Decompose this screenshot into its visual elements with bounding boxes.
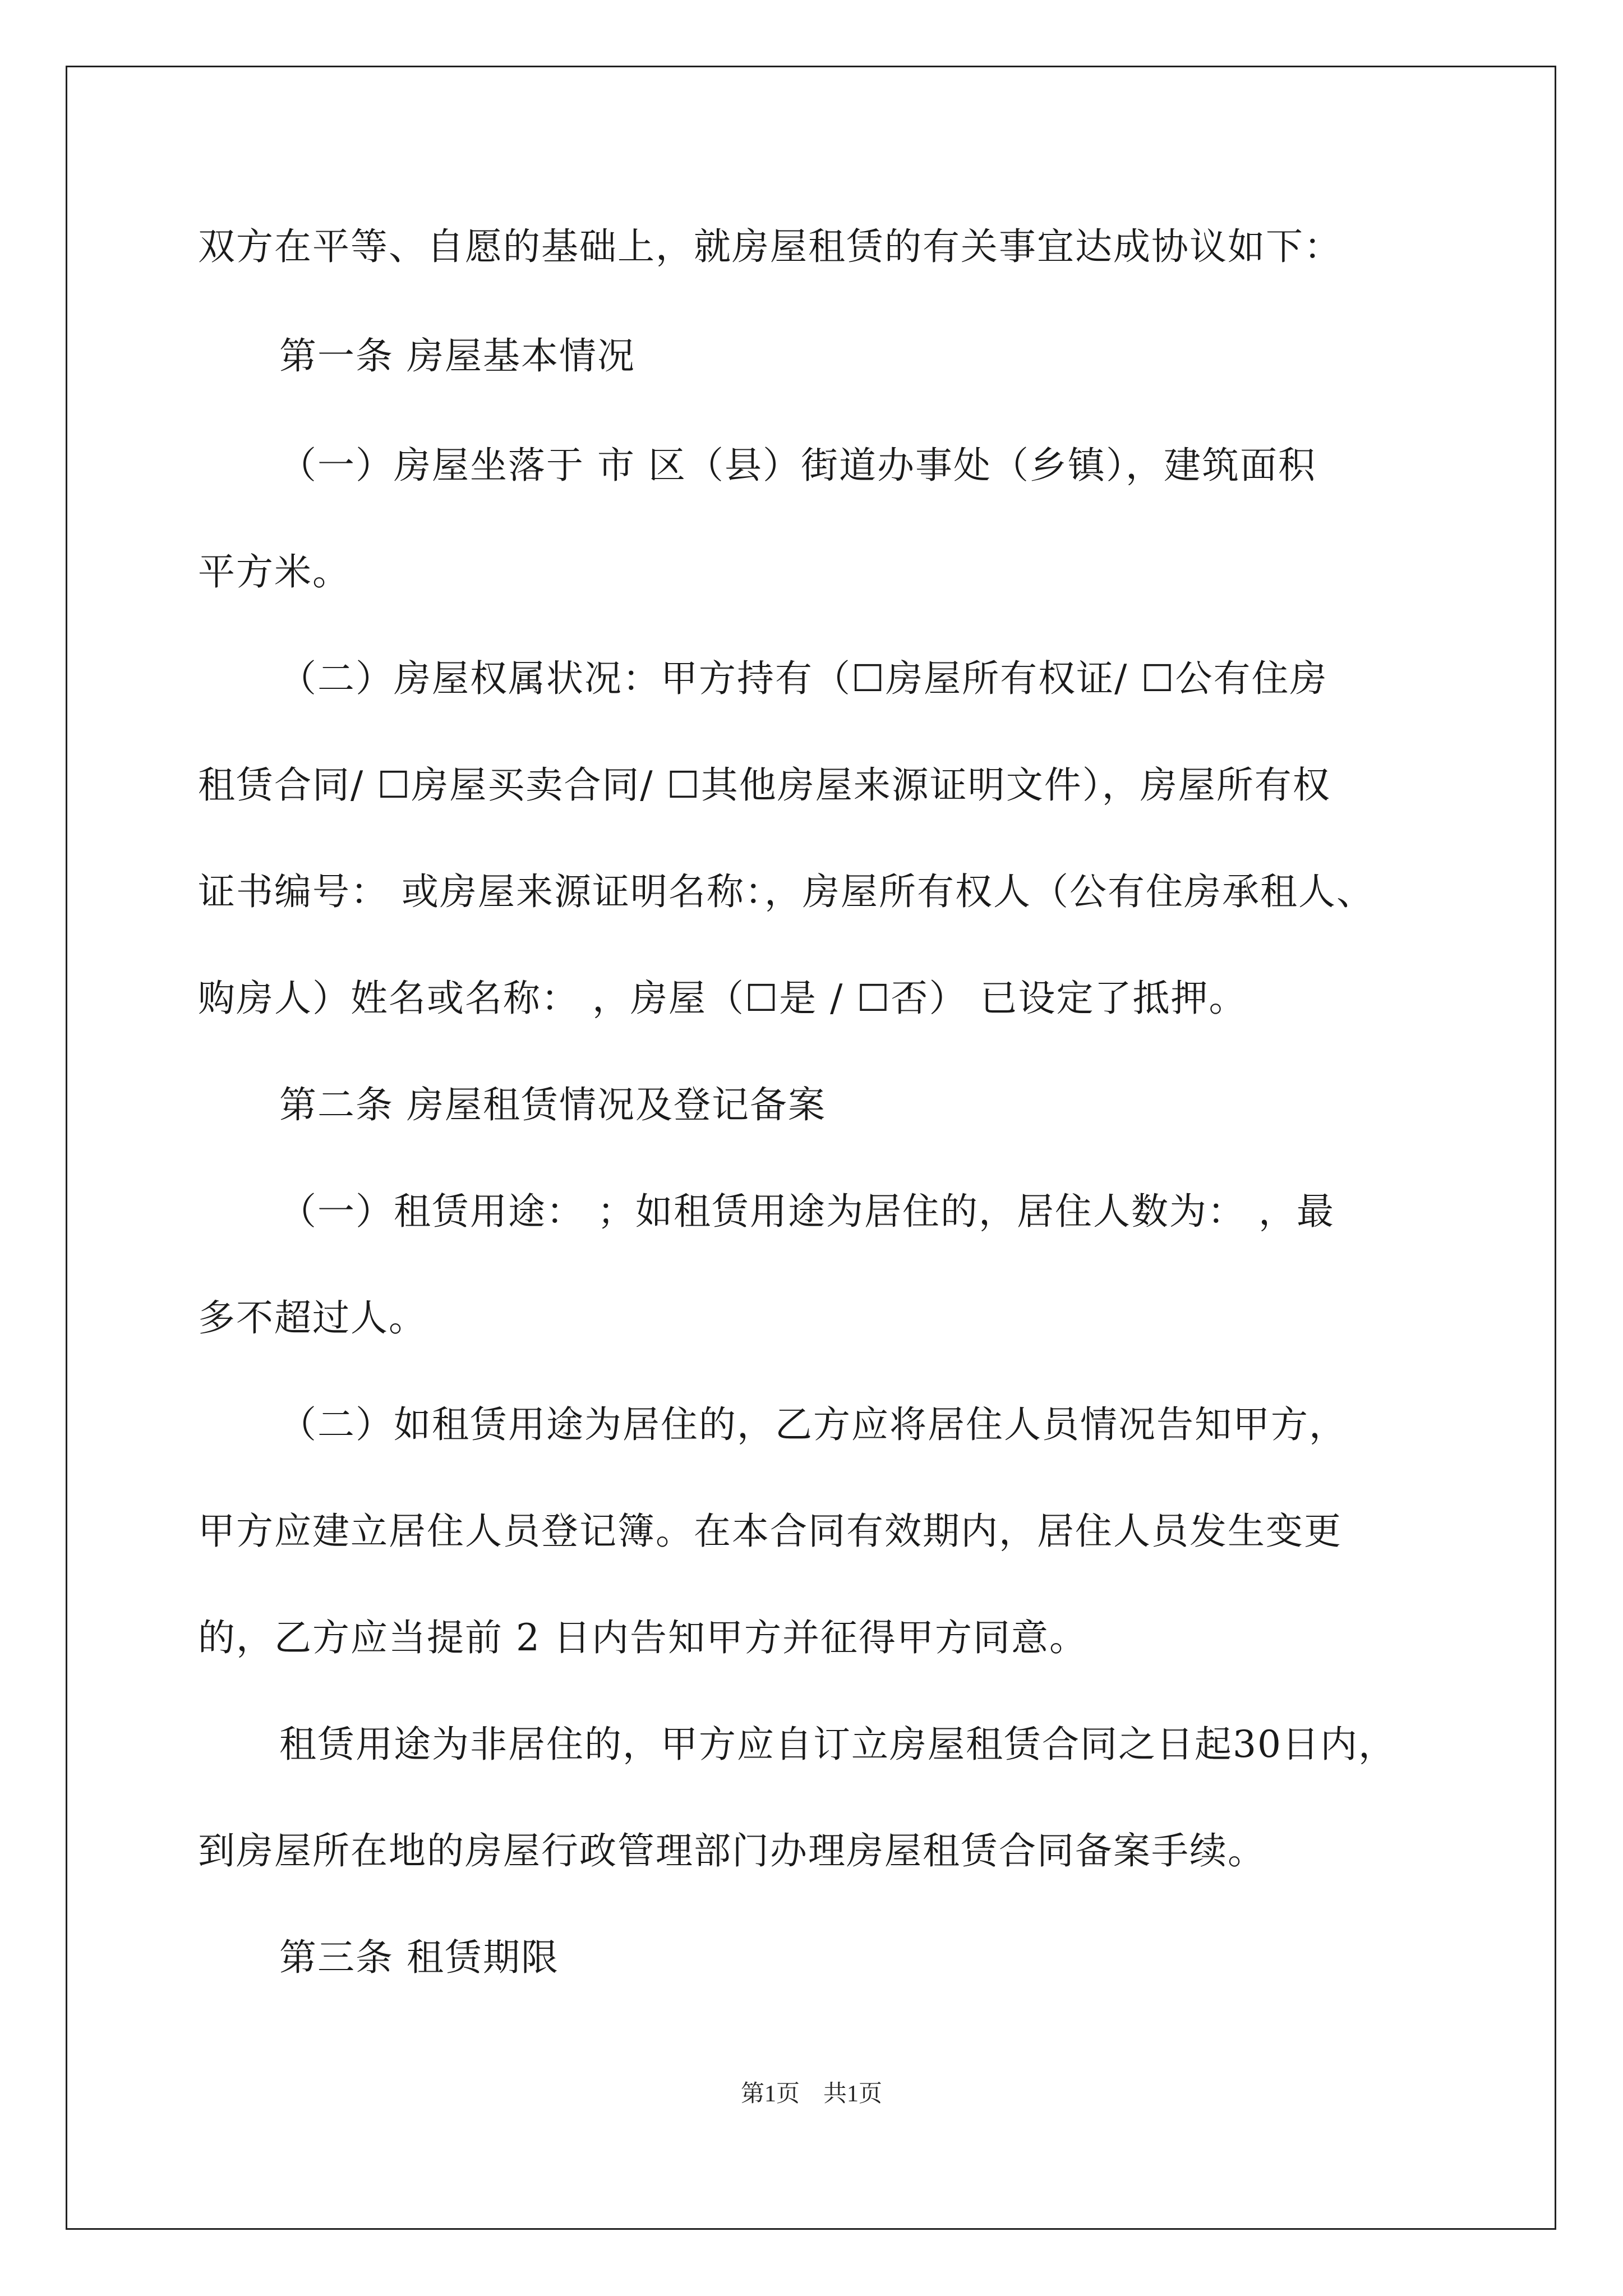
text-line: （一）房屋坐落于 市 区（县）街道办事处（乡镇），建筑面积 (279, 444, 1316, 487)
text-line: 证书编号： 或房屋来源证明名称：，房屋所有权人（公有住房承租人、 (198, 870, 1375, 913)
text-line: 租赁合同/ ☐房屋买卖合同/ ☐其他房屋来源证明文件），房屋所有权 (198, 763, 1331, 807)
text-line: 甲方应建立居住人员登记簿。在本合同有效期内，居住人员发生变更 (198, 1510, 1342, 1553)
text-line: 平方米。 (198, 550, 351, 593)
page-number: 第1页 共1页 (740, 2081, 882, 2107)
text-line: 多不超过人。 (198, 1296, 427, 1340)
text-line: （二）房屋权属状况：甲方持有（☐房屋所有权证/ ☐公有住房 (279, 657, 1328, 700)
article-heading: 第一条 房屋基本情况 (279, 334, 635, 378)
text-line: 到房屋所在地的房屋行政管理部门办理房屋租赁合同备案手续。 (198, 1829, 1266, 1872)
page-border (66, 66, 1556, 2230)
article-heading: 第二条 房屋租赁情况及登记备案 (279, 1083, 826, 1126)
text-line: 双方在平等、自愿的基础上，就房屋租赁的有关事宜达成协议如下： (198, 225, 1342, 268)
text-line: （一）租赁用途： ；如租赁用途为居住的，居住人数为： ，最 (279, 1190, 1335, 1233)
text-line: 购房人）姓名或名称： ，房屋（☐是 / ☐否） 已设定了抵押。 (198, 977, 1247, 1020)
text-line: 租赁用途为非居住的，甲方应自订立房屋租赁合同之日起30日内， (279, 1723, 1396, 1766)
text-line: （二）如租赁用途为居住的，乙方应将居住人员情况告知甲方， (279, 1403, 1347, 1446)
article-heading: 第三条 租赁期限 (279, 1936, 559, 1979)
text-line: 的，乙方应当提前 2 日内告知甲方并征得甲方同意。 (198, 1616, 1087, 1659)
